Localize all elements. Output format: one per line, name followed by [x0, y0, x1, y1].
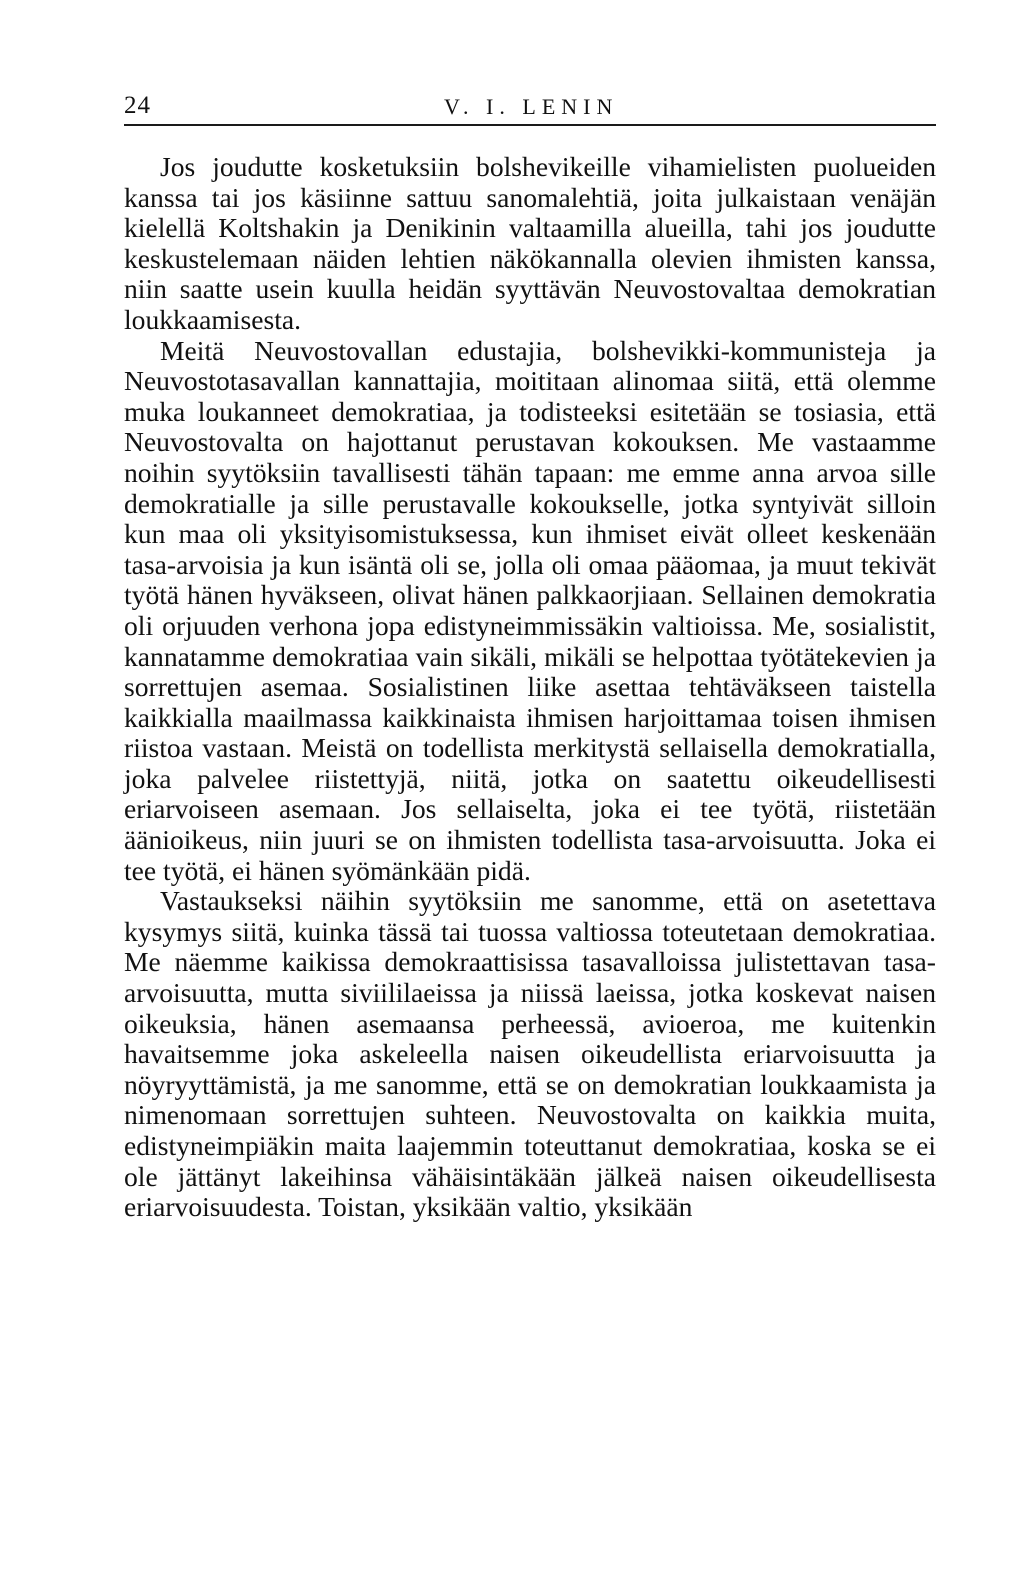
page-number: 24	[124, 92, 151, 119]
paragraph-1: Jos joudutte kosketuksiin bolshevikeille vihamielisten puolueiden kanssa tai jos käsiinne sattuu sanomalehtiä, joita julkaistaan venäjän kielellä Koltshakin ja Denikinin valtaamilla alueilla, tahi jos joudutte keskustelemaan näiden lehtien näkökannalla olevien ihmisten kanssa, niin saatte usein kuulla heidän syyttävän Neuvostovaltaa demokratian loukkaamisesta.	[124, 151, 936, 335]
body-text	[124, 152, 936, 1223]
paragraph-2: Meitä Neuvostovallan edustajia, bolshevikki-kommunisteja ja Neuvostotasavallan kannattajia, moititaan alinomaa siitä, että olemme muka loukanneet demokratiaa, ja todisteeksi esitetään se tosiasia, että Neuvostovalta on hajottanut perustavan kokouksen. Me vastaamme noihin syytöksiin tavallisesti tähän tapaan: me emme anna arvoa sille demokratialle ja sille perustavalle kokoukselle, jotka syntyivät silloin kun maa oli yksityisomistuksessa, kun ihmiset eivät olleet keskenään tasa-arvoisia ja kun isäntä oli se, jolla oli omaa pääomaa, ja muut tekivät työtä hänen hyväkseen, olivat hänen palkkaorjiaan. Sellainen demokratia oli orjuuden verhona jopa edistyneimmissäkin valtioissa. Me, sosialistit, kannatamme demokratiaa vain sikäli, mikäli se helpottaa työtätekevien ja sorrettujen asemaa. Sosialistinen liike asettaa tehtäväkseen taistella kaikkialla maailmassa kaikkinaista ihmisen harjoittamaa toisen ihmisen riistoa vastaan. Meistä on todellista merkitystä sellaisella demokratialla, joka palvelee riistettyjä, niitä, jotka on saatettu oikeudellisesti eriarvoiseen asemaan. Jos sellaiselta, joka ei tee työtä, riistetään äänioikeus, niin juuri se on ihmisten todellista tasa-arvoisuutta. Joka ei tee työtä, ei hänen syömänkään pidä.	[124, 334, 936, 886]
running-head	[124, 88, 936, 126]
book-page	[124, 88, 936, 1223]
running-title: V. I. LENIN	[444, 94, 619, 119]
paragraph-3: Vastaukseksi näihin syytöksiin me sanomme, että on asetettava kysymys siitä, kuinka tässä tai tuossa valtiossa toteutetaan demokratiaa. Me näemme kaikissa demokraattisissa tasavalloissa julistettavan tasa-arvoisuutta, mutta siviililaeissa ja niissä laeissa, jotka koskevat naisen oikeuksia, hänen asemaansa perheessä, avioeroa, me kuitenkin havaitsemme joka askeleella naisen oikeudellista eriarvoisuutta ja nöyryyttämistä, ja me sanomme, että se on demokratian loukkaamista ja nimenomaan sorrettujen suhteen. Neuvostovalta on kaikkia muita, edistyneimpiäkin maita laajemmin toteuttanut demokratiaa, koska se ei ole jättänyt lakeihinsa vähäisintäkään jälkeä naisen oikeudellisesta eriarvoisuudesta. Toistan, yksikään valtio, yksikään	[124, 885, 936, 1223]
